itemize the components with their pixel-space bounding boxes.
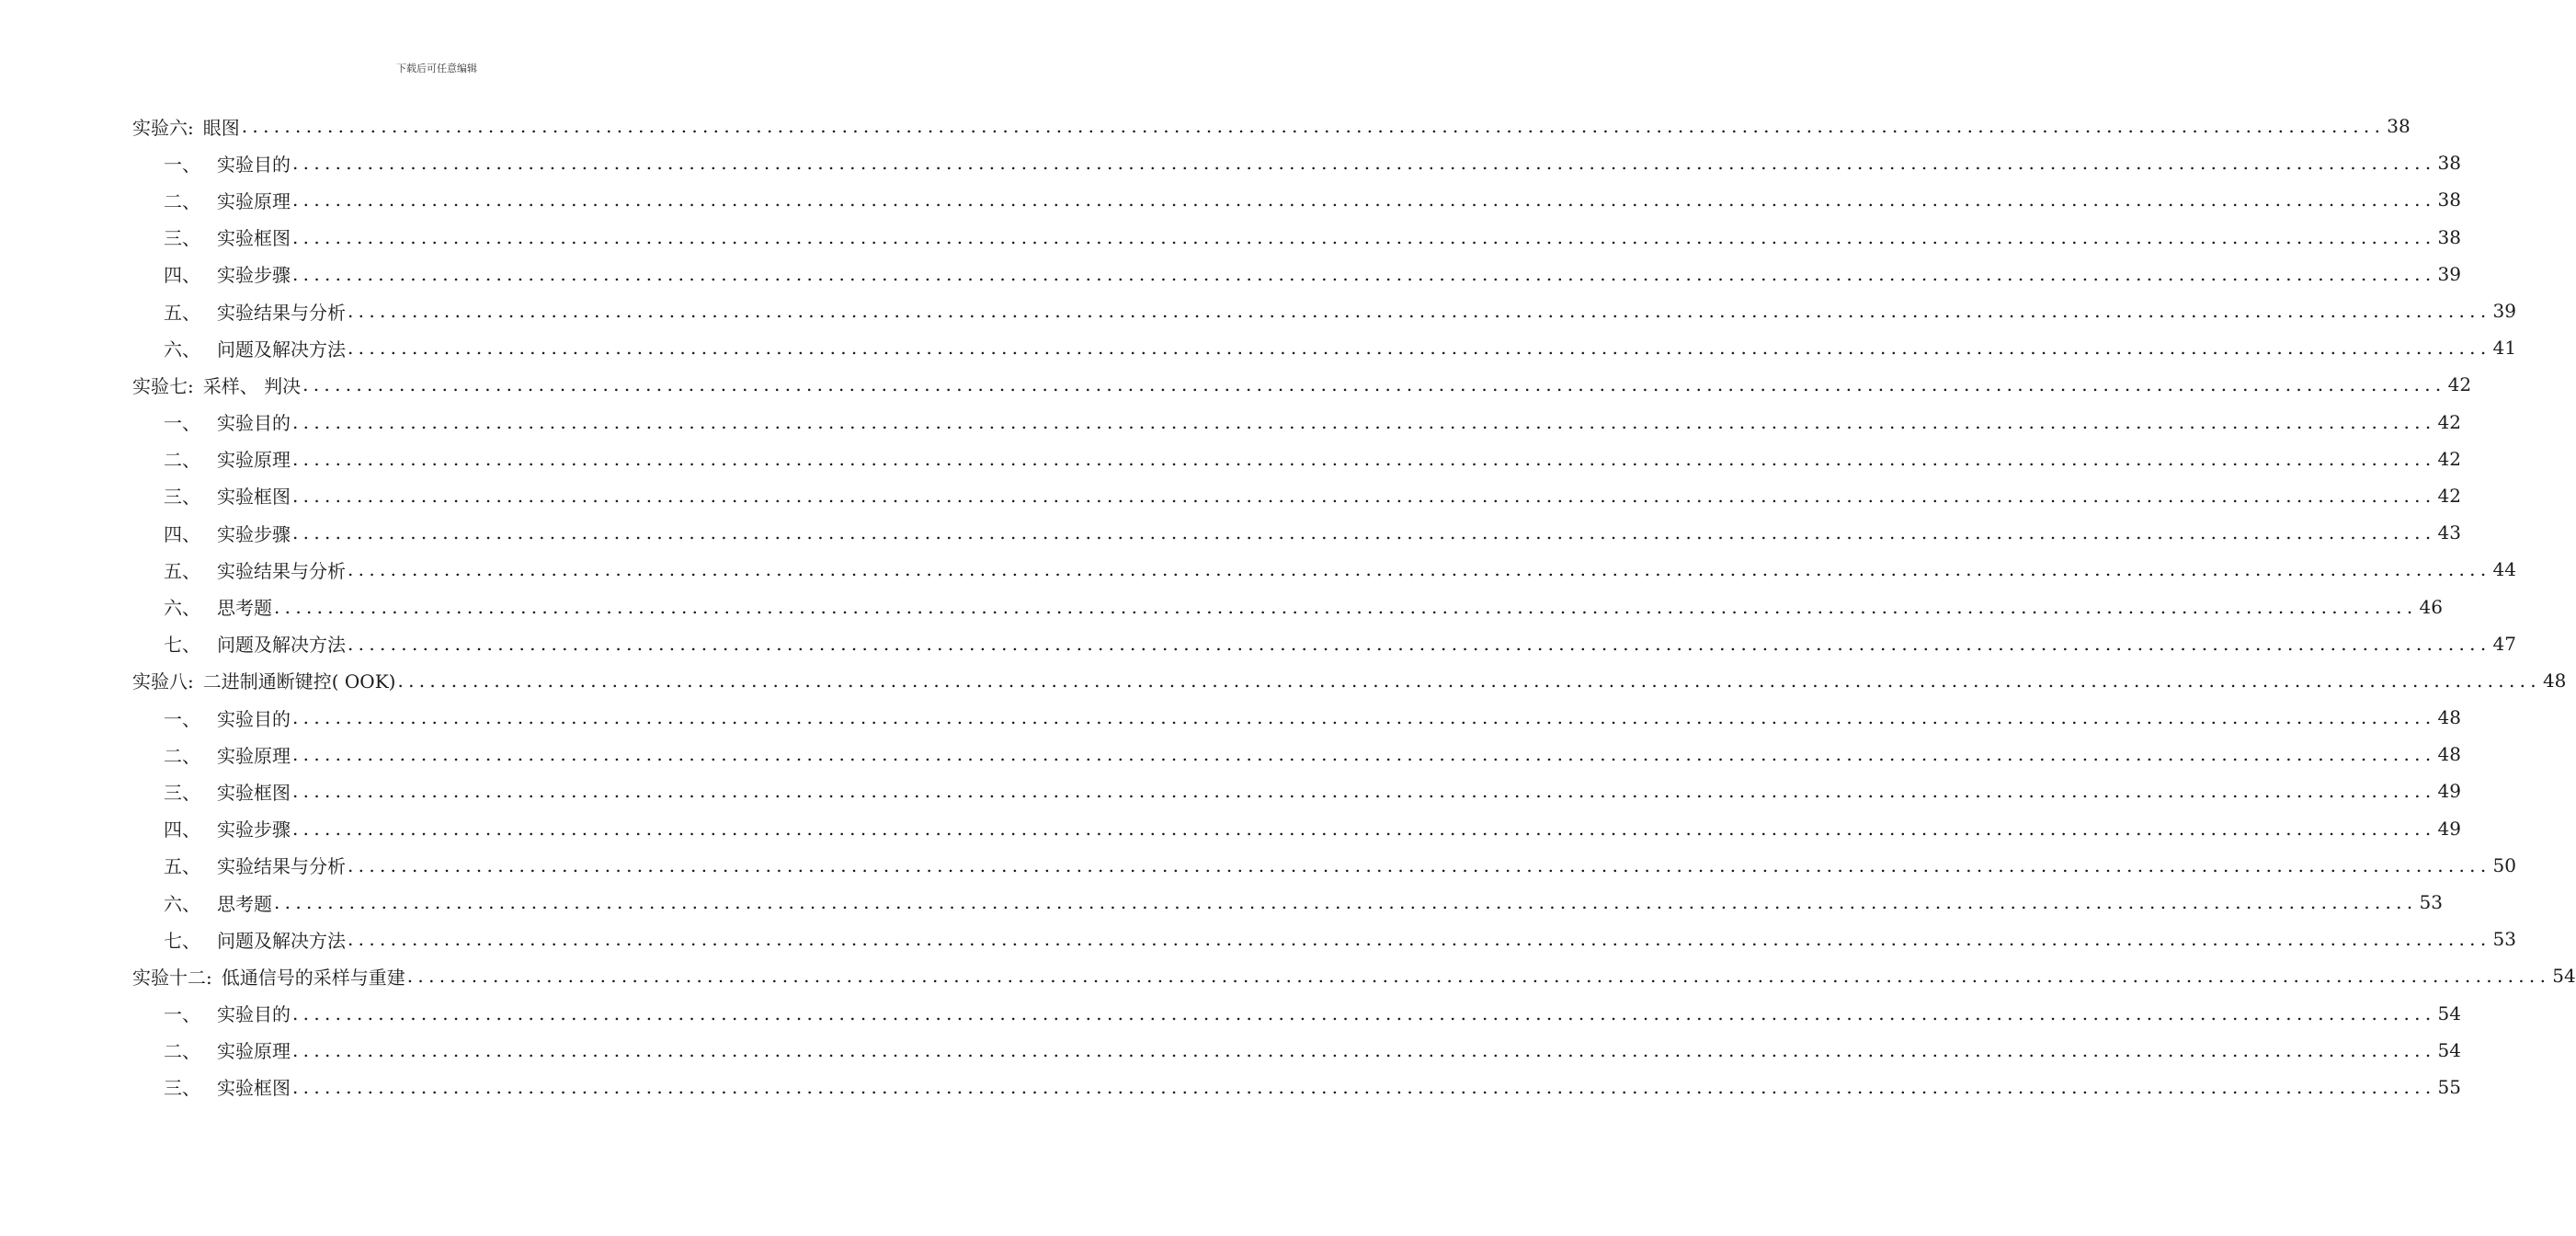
toc-entry-text — [164, 889, 272, 916]
toc-entry-title: 思考题 — [217, 597, 272, 620]
toc-dot-leader: ........................................................................................................................................................................................................ — [292, 780, 2436, 803]
toc-section-entry[interactable] — [0, 219, 2461, 256]
toc-entry-title: 实验步骤 — [217, 522, 291, 545]
toc-page-number: 42 — [2437, 447, 2461, 470]
toc-page-number: 39 — [2437, 262, 2461, 285]
toc-chapter-entry[interactable] — [0, 366, 2472, 403]
toc-entry-text — [164, 298, 346, 325]
toc-page-number: 43 — [2437, 521, 2461, 544]
toc-entry-number: 三、 — [164, 1077, 200, 1100]
toc-entry-title: 实验框图 — [217, 227, 291, 250]
toc-entry-number: 三、 — [164, 227, 200, 250]
toc-dot-leader: ........................................................................................................................................................................................................ — [348, 928, 2491, 951]
toc-dot-leader: ........................................................................................................................................................................................................ — [292, 152, 2436, 175]
toc-dot-leader: ........................................................................................................................................................................................................ — [274, 595, 2418, 618]
toc-entry-title: 实验目的 — [217, 707, 291, 730]
toc-page-number: 38 — [2437, 189, 2461, 212]
toc-entry-text — [164, 815, 291, 841]
toc-dot-leader: ........................................................................................................................................................................................................ — [292, 743, 2436, 766]
toc-section-entry[interactable] — [0, 1032, 2461, 1069]
toc-page-number: 53 — [2492, 928, 2516, 951]
toc-entry-text — [132, 372, 301, 398]
toc-section-entry[interactable] — [0, 884, 2443, 921]
toc-entry-title: 实验结果与分析 — [217, 301, 346, 324]
toc-entry-number: 四、 — [164, 522, 200, 545]
toc-entry-number: 五、 — [164, 855, 200, 878]
toc-chapter-entry[interactable] — [0, 662, 2567, 699]
toc-dot-leader: ........................................................................................................................................................................................................ — [292, 410, 2436, 433]
toc-entry-text — [164, 778, 291, 805]
toc-dot-leader: ........................................................................................................................................................................................................ — [348, 300, 2491, 323]
toc-entry-text — [164, 482, 291, 509]
toc-entry-text — [164, 1073, 291, 1100]
toc-entry-text — [132, 667, 395, 693]
toc-entry-text — [164, 1036, 291, 1063]
toc-entry-title: 实验结果与分析 — [217, 559, 346, 582]
toc-dot-leader: ........................................................................................................................................................................................................ — [292, 262, 2436, 285]
toc-entry-number: 一、 — [164, 153, 200, 176]
toc-dot-leader: ........................................................................................................................................................................................................ — [348, 853, 2491, 876]
toc-page-number: 49 — [2437, 780, 2461, 803]
toc-section-entry[interactable] — [0, 588, 2443, 624]
toc-page-number: 42 — [2437, 410, 2461, 433]
toc-entry-title: 眼图 — [202, 116, 240, 139]
toc-entry-number: 一、 — [164, 412, 200, 435]
toc-section-entry[interactable] — [0, 181, 2461, 218]
toc-section-entry[interactable] — [0, 256, 2461, 292]
toc-dot-leader: ........................................................................................................................................................................................................ — [292, 225, 2436, 248]
toc-entry-text — [164, 335, 346, 361]
toc-dot-leader: ........................................................................................................................................................................................................ — [292, 706, 2436, 729]
toc-entry-title: 实验框图 — [217, 486, 291, 509]
toc-entry-number: 四、 — [164, 818, 200, 841]
toc-section-entry[interactable] — [0, 292, 2516, 329]
toc-section-entry[interactable] — [0, 1069, 2461, 1105]
toc-page-number: 49 — [2437, 817, 2461, 840]
toc-page-number: 46 — [2419, 595, 2443, 618]
toc-page-number: 48 — [2437, 706, 2461, 729]
toc-dot-leader: ........................................................................................................................................................................................................ — [292, 447, 2436, 470]
toc-dot-leader: ........................................................................................................................................................................................................ — [292, 1001, 2436, 1024]
toc-entry-text — [164, 408, 291, 435]
toc-page-number: 38 — [2437, 152, 2461, 175]
toc-entry-title: 问题及解决方法 — [217, 929, 346, 952]
toc-section-entry[interactable] — [0, 625, 2516, 662]
toc-entry-number: 实验六: — [132, 116, 194, 139]
toc-page-number: 55 — [2437, 1075, 2461, 1098]
toc-entry-text — [164, 741, 291, 768]
toc-dot-leader: ........................................................................................................................................................................................................ — [292, 817, 2436, 840]
toc-entry-text — [132, 963, 405, 990]
toc-dot-leader: ........................................................................................................................................................................................................ — [292, 521, 2436, 544]
toc-entry-number: 二、 — [164, 1040, 200, 1063]
toc-page-number: 54 — [2437, 1038, 2461, 1061]
toc-page-number: 54 — [2437, 1001, 2461, 1024]
toc-chapter-entry[interactable] — [0, 957, 2576, 994]
toc-page-number: 48 — [2542, 669, 2567, 692]
toc-entry-text — [164, 556, 346, 583]
toc-page-number: 47 — [2492, 632, 2516, 655]
toc-entry-title: 实验目的 — [217, 153, 291, 176]
toc-entry-title: 实验原理 — [217, 1040, 291, 1063]
toc-section-entry[interactable] — [0, 772, 2461, 809]
toc-entry-text — [164, 1000, 291, 1026]
toc-entry-number: 六、 — [164, 338, 200, 360]
toc-section-entry[interactable] — [0, 144, 2461, 181]
toc-entry-number: 五、 — [164, 559, 200, 582]
header-note: 下载后可任意编辑 — [396, 63, 477, 74]
toc-dot-leader: ........................................................................................................................................................................................................ — [406, 965, 2551, 988]
table-of-contents — [0, 108, 2576, 1105]
toc-entry-text — [164, 260, 291, 287]
toc-chapter-entry[interactable] — [0, 108, 2411, 144]
toc-section-entry[interactable] — [0, 847, 2516, 884]
toc-section-entry[interactable] — [0, 329, 2516, 366]
toc-dot-leader: ........................................................................................................................................................................................................ — [292, 1075, 2436, 1098]
toc-entry-title: 思考题 — [217, 892, 272, 915]
toc-entry-number: 一、 — [164, 707, 200, 730]
toc-section-entry[interactable] — [0, 736, 2461, 772]
toc-dot-leader: ........................................................................................................................................................................................................ — [348, 558, 2491, 581]
toc-entry-number: 三、 — [164, 781, 200, 804]
toc-entry-number: 六、 — [164, 597, 200, 620]
toc-entry-number: 二、 — [164, 189, 200, 212]
toc-entry-text — [164, 150, 291, 177]
toc-dot-leader: ........................................................................................................................................................................................................ — [241, 115, 2386, 138]
toc-entry-title: 实验目的 — [217, 412, 291, 435]
toc-entry-title: 实验原理 — [217, 449, 291, 472]
toc-entry-text — [164, 852, 346, 878]
toc-page-number: 41 — [2492, 337, 2516, 360]
toc-dot-leader: ........................................................................................................................................................................................................ — [274, 891, 2418, 914]
toc-entry-title: 实验框图 — [217, 781, 291, 804]
toc-dot-leader: ........................................................................................................................................................................................................ — [302, 373, 2446, 396]
toc-page-number: 54 — [2552, 965, 2576, 988]
toc-entry-text — [164, 445, 291, 472]
toc-entry-number: 实验八: — [132, 670, 194, 693]
toc-section-entry[interactable] — [0, 441, 2461, 477]
toc-section-entry[interactable] — [0, 699, 2461, 736]
toc-page-number: 42 — [2447, 373, 2472, 396]
toc-entry-title: 问题及解决方法 — [217, 634, 346, 657]
toc-entry-title: 二进制通断键控( OOK) — [202, 670, 396, 693]
toc-entry-text — [164, 593, 272, 620]
toc-entry-number: 三、 — [164, 486, 200, 509]
toc-dot-leader: ........................................................................................................................................................................................................ — [348, 337, 2491, 360]
toc-section-entry[interactable] — [0, 810, 2461, 847]
toc-entry-number: 实验七: — [132, 374, 194, 397]
toc-entry-title: 实验目的 — [217, 1003, 291, 1026]
toc-entry-title: 实验原理 — [217, 744, 291, 767]
toc-page-number: 50 — [2492, 853, 2516, 876]
toc-entry-title: 实验框图 — [217, 1077, 291, 1100]
toc-entry-title: 实验步骤 — [217, 264, 291, 287]
toc-entry-title: 低通信号的采样与重建 — [221, 966, 405, 989]
toc-entry-text — [132, 113, 240, 140]
toc-dot-leader: ........................................................................................................................................................................................................ — [292, 484, 2436, 507]
toc-section-entry[interactable] — [0, 995, 2461, 1032]
toc-page-number: 42 — [2437, 484, 2461, 507]
toc-section-entry[interactable] — [0, 404, 2461, 441]
toc-section-entry[interactable] — [0, 551, 2516, 588]
toc-dot-leader: ........................................................................................................................................................................................................ — [292, 1038, 2436, 1061]
toc-page-number: 48 — [2437, 743, 2461, 766]
toc-entry-number: 一、 — [164, 1003, 200, 1026]
toc-entry-number: 二、 — [164, 449, 200, 472]
toc-entry-text — [164, 926, 346, 953]
toc-page-number: 39 — [2492, 300, 2516, 323]
toc-entry-text — [164, 704, 291, 731]
toc-section-entry[interactable] — [0, 477, 2461, 514]
toc-entry-number: 五、 — [164, 301, 200, 324]
toc-entry-title: 实验结果与分析 — [217, 855, 346, 878]
toc-entry-number: 七、 — [164, 634, 200, 657]
toc-entry-number: 实验十二: — [132, 966, 212, 989]
toc-entry-number: 七、 — [164, 929, 200, 952]
toc-section-entry[interactable] — [0, 921, 2516, 957]
toc-entry-text — [164, 223, 291, 250]
toc-dot-leader: ........................................................................................................................................................................................................ — [348, 632, 2491, 655]
toc-entry-title: 问题及解决方法 — [217, 338, 346, 360]
toc-page-number: 38 — [2387, 115, 2411, 138]
toc-entry-title: 实验原理 — [217, 189, 291, 212]
toc-entry-number: 四、 — [164, 264, 200, 287]
toc-entry-text — [164, 630, 346, 657]
toc-dot-leader: ........................................................................................................................................................................................................ — [397, 669, 2541, 692]
toc-section-entry[interactable] — [0, 514, 2461, 551]
toc-page-number: 53 — [2419, 891, 2443, 914]
toc-entry-number: 二、 — [164, 744, 200, 767]
toc-entry-text — [164, 187, 291, 213]
toc-entry-number: 六、 — [164, 892, 200, 915]
toc-page-number: 44 — [2492, 558, 2516, 581]
toc-entry-title: 实验步骤 — [217, 818, 291, 841]
toc-entry-title: 采样、 判决 — [202, 374, 302, 397]
toc-page-number: 38 — [2437, 225, 2461, 248]
toc-dot-leader: ........................................................................................................................................................................................................ — [292, 189, 2436, 212]
toc-entry-text — [164, 520, 291, 546]
